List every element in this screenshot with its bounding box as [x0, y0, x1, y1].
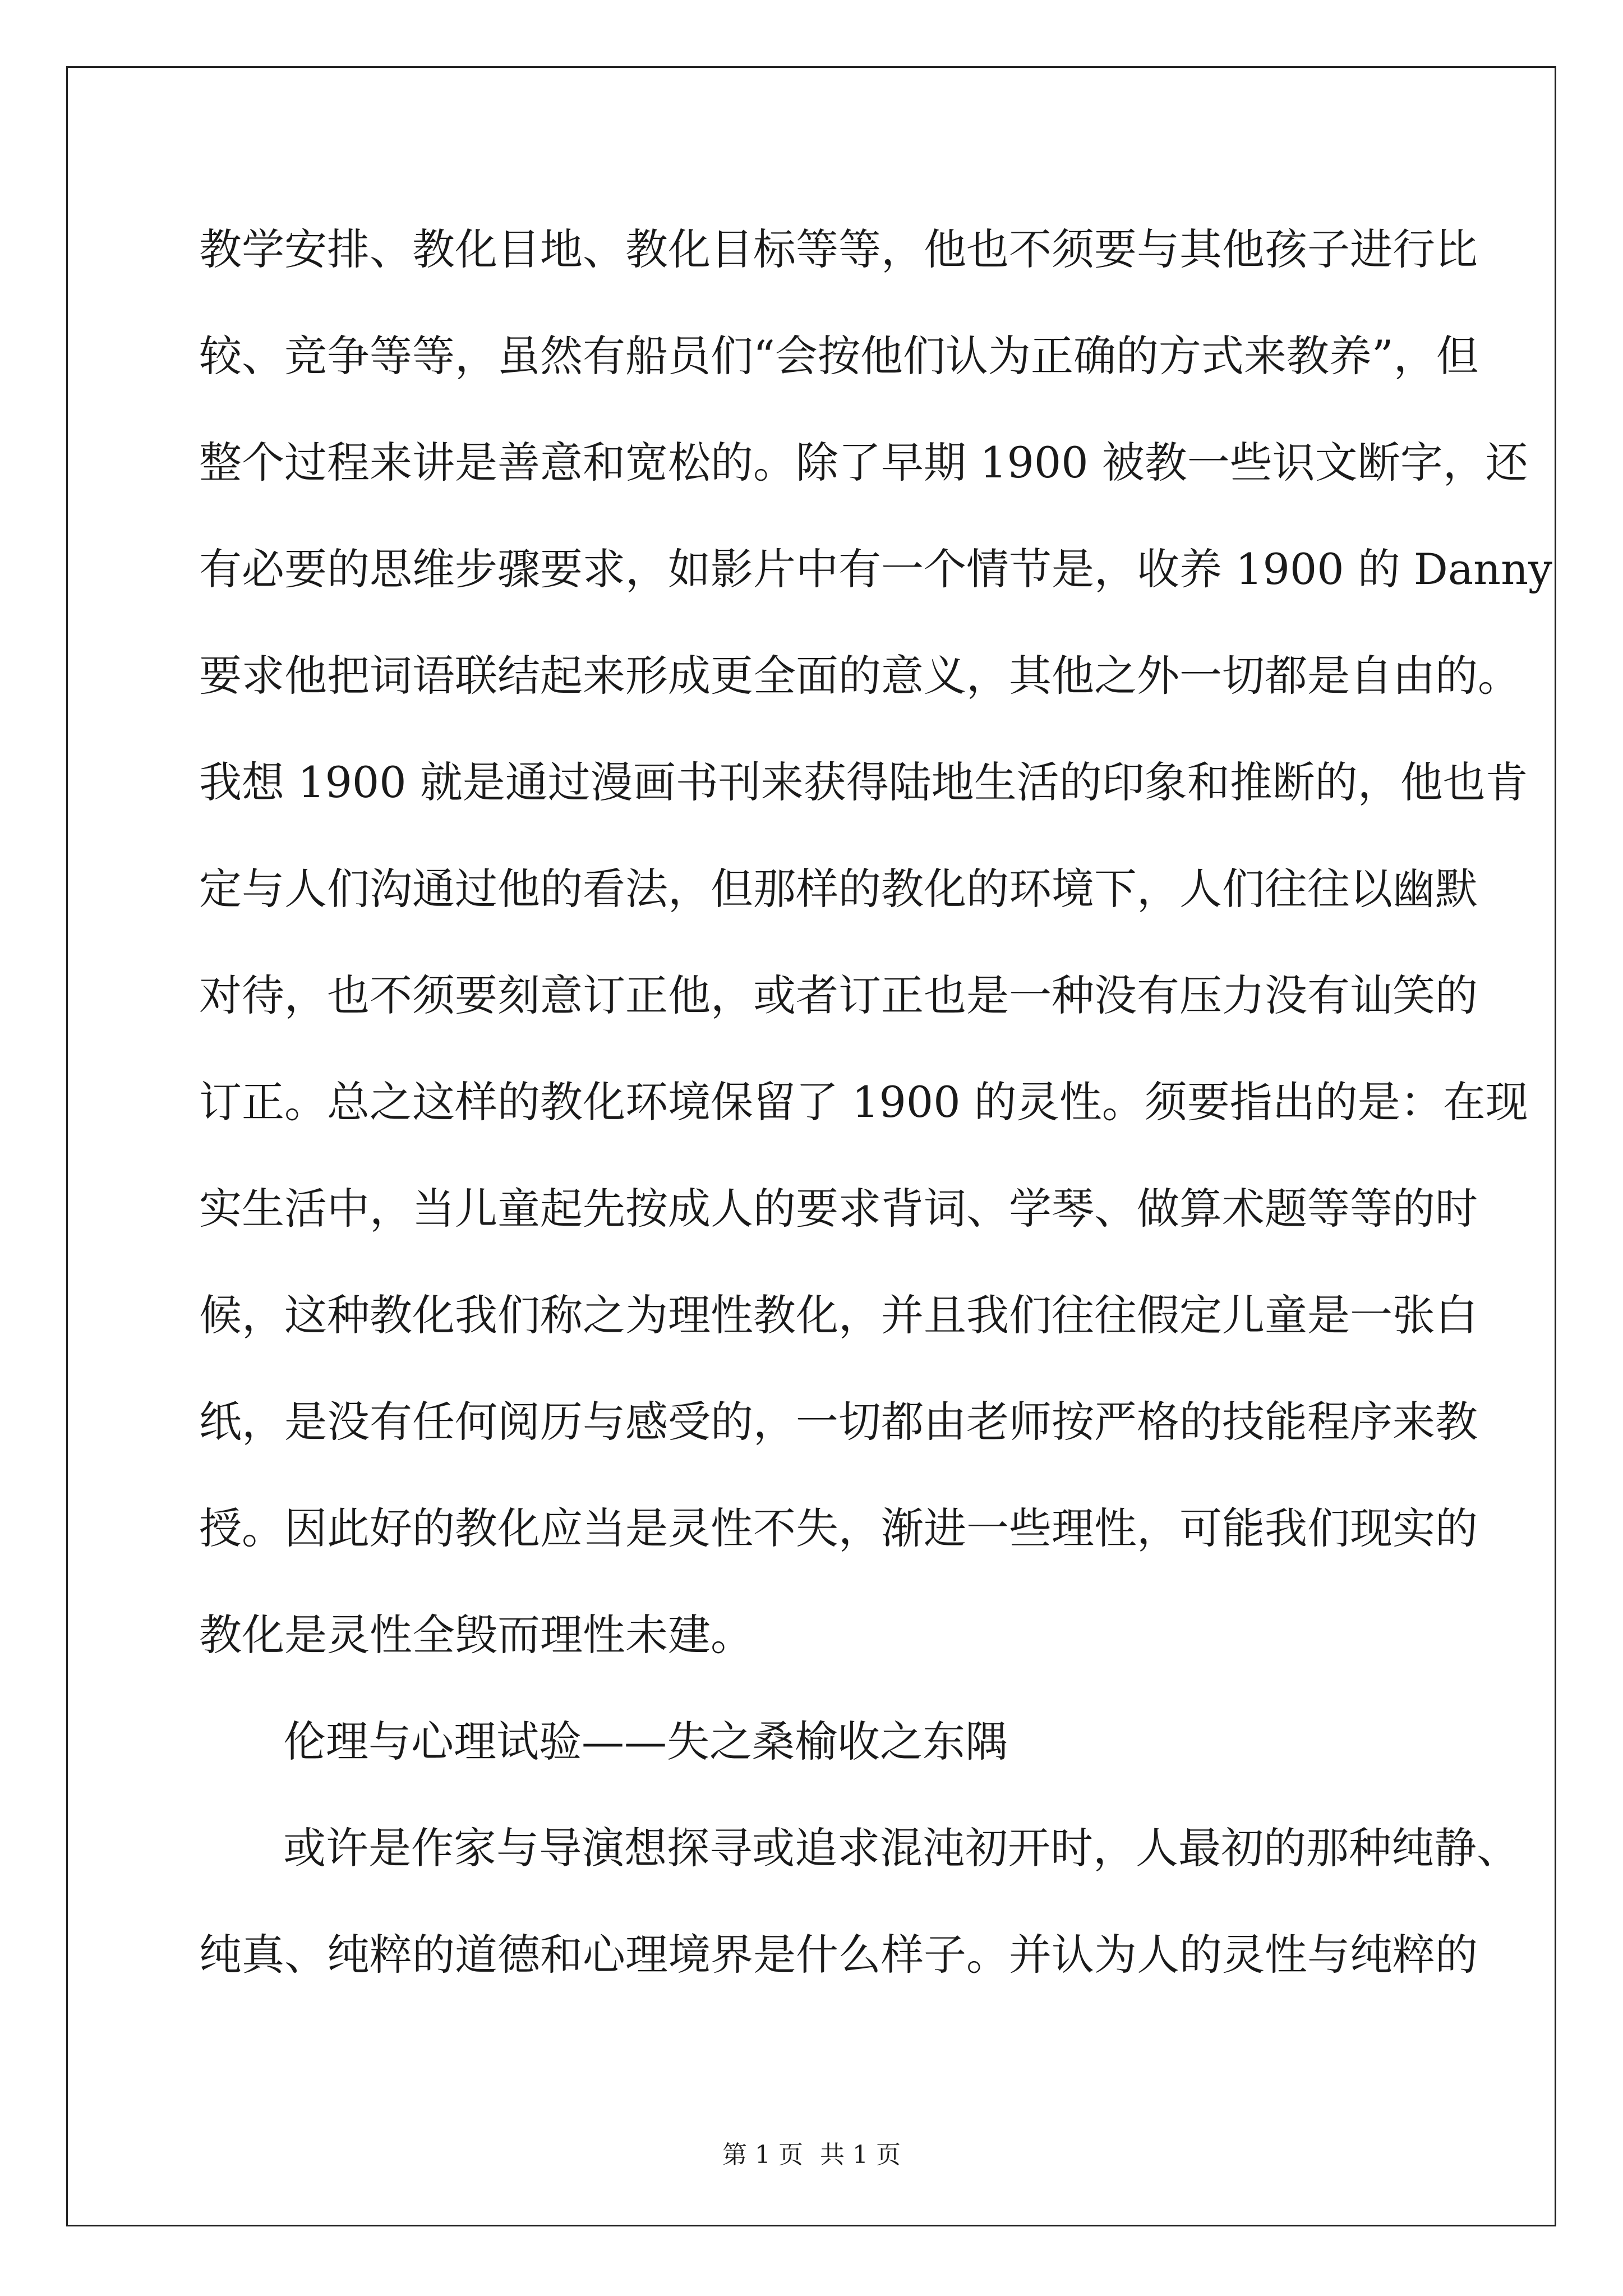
- text-line: 整个过程来讲是善意和宽松的。除了早期 1900 被教一些识文断字，还: [199, 438, 1528, 487]
- text-line: 纸，是没有任何阅历与感受的，一切都由老师按严格的技能程序来教: [199, 1397, 1478, 1447]
- text-line: 实生活中，当儿童起先按成人的要求背词、学琴、做算术题等等的时: [199, 1184, 1478, 1234]
- page-footer: [0, 2138, 1623, 2172]
- text-line: 我想 1900 就是通过漫画书刊来获得陆地生活的印象和推断的，他也肯: [199, 757, 1528, 807]
- text-line: 授。因此好的教化应当是灵性不失，渐进一些理性，可能我们现实的: [199, 1503, 1478, 1553]
- text-line: 定与人们沟通过他的看法，但那样的教化的环境下，人们往往以幽默: [199, 864, 1478, 914]
- section-heading: 伦理与心理试验——失之桑榆收之东隅: [283, 1717, 1008, 1766]
- text-line: 要求他把词语联结起来形成更全面的意义，其他之外一切都是自由的。: [199, 651, 1520, 701]
- text-line: 纯真、纯粹的道德和心理境界是什么样子。并认为人的灵性与纯粹的: [199, 1930, 1478, 1980]
- document-body: [199, 219, 1552, 2031]
- text-line: 有必要的思维步骤要求，如影片中有一个情节是，收养 1900 的 Danny: [199, 544, 1552, 594]
- text-line: 或许是作家与导演想探寻或追求混沌初开时，人最初的那种纯静、: [283, 1823, 1519, 1873]
- text-line: 订正。总之这样的教化环境保留了 1900 的灵性。须要指出的是：在现: [199, 1077, 1528, 1127]
- text-line: 对待，也不须要刻意订正他，或者订正也是一种没有压力没有讪笑的: [199, 970, 1478, 1020]
- text-line: 较、竞争等等，虽然有船员们“会按他们认为正确的方式来教养”，但: [199, 331, 1479, 381]
- text-line: 教化是灵性全毁而理性未建。: [199, 1610, 753, 1660]
- text-line: 候，这种教化我们称之为理性教化，并且我们往往假定儿童是一张白: [199, 1290, 1478, 1340]
- page-number: 第 1 页: [722, 2141, 803, 2169]
- text-line: 教学安排、教化目地、教化目标等等，他也不须要与其他孩子进行比: [199, 224, 1478, 274]
- page-total: 共 1 页: [820, 2141, 901, 2169]
